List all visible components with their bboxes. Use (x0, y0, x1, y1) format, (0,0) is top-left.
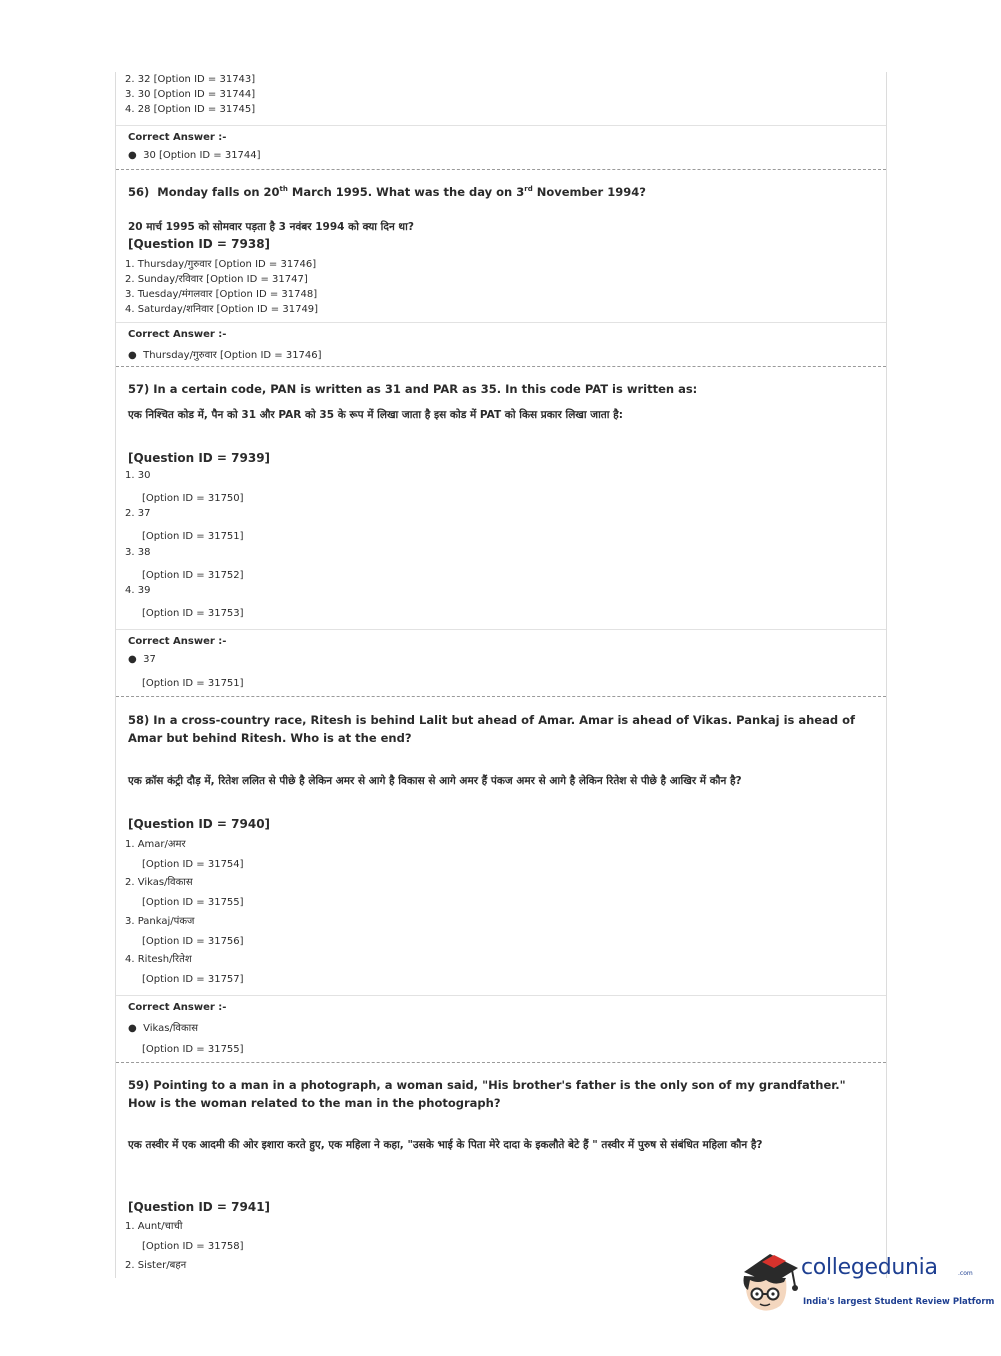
correct-answer-label: Correct Answer :- (128, 132, 227, 143)
correct-answer-label: Correct Answer :- (128, 636, 227, 647)
correct-option-id: [Option ID = 31755] (142, 1044, 244, 1055)
question-text-hindi: एक क्रॉस कंट्री दौड़ में, रितेश ललित से पीछे है लेकिन अमर से आगे है विकास से आगे अमर हैं पंकज अमर से आगे है लेकिन रितेश से पीछे है आखिर में कौन है? (128, 775, 742, 787)
option-item: 3. 30 [Option ID = 31744] (125, 89, 256, 100)
option-item: 4. 28 [Option ID = 31745] (125, 104, 256, 115)
correct-answer-value: ● Thursday/गुरुवार [Option ID = 31746] (128, 350, 322, 361)
section-divider (116, 995, 886, 996)
brand-tagline: India's largest Student Review Platform (803, 1297, 995, 1307)
mascot-icon (740, 1250, 802, 1314)
option-item: 2. 37 (125, 508, 151, 519)
option-item: 2. Sunday/रविवार [Option ID = 31747] (125, 274, 308, 285)
option-item: 1. Aunt/चाची (125, 1221, 183, 1232)
question-separator (116, 169, 886, 170)
option-id: [Option ID = 31755] (142, 897, 244, 908)
option-item: 4. Saturday/शनिवार [Option ID = 31749] (125, 304, 319, 315)
question-id: [Question ID = 7939] (128, 451, 271, 465)
question-separator (116, 696, 886, 697)
question-text-hindi: एक निश्चित कोड में, पैन को 31 और PAR को 35 के रूप में लिखा जाता है इस कोड में PAT को किस प्रकार लिखा जाता है: (128, 409, 623, 421)
option-id: [Option ID = 31752] (142, 570, 244, 581)
option-id: [Option ID = 31754] (142, 859, 244, 870)
option-item: 3. Pankaj/पंकज (125, 916, 195, 927)
brand-name: collegedunia (801, 1255, 938, 1280)
option-item: 1. Amar/अमर (125, 839, 186, 850)
option-item: 1. 30 (125, 470, 151, 481)
correct-answer-value: ● 30 [Option ID = 31744] (128, 150, 261, 161)
option-item: 1. Thursday/गुरुवार [Option ID = 31746] (125, 259, 317, 270)
option-item: 2. 32 [Option ID = 31743] (125, 74, 256, 85)
question-text: 56) Monday falls on 20th March 1995. What was the day on 3rd November 1994? (128, 185, 646, 199)
question-separator (116, 366, 886, 367)
question-text-hindi: 20 मार्च 1995 को सोमवार पड़ता है 3 नवंबर 1994 को क्या दिन था? (128, 221, 414, 233)
option-id: [Option ID = 31757] (142, 974, 244, 985)
collegedunia-logo (740, 1248, 995, 1320)
option-item: 3. 38 (125, 547, 151, 558)
correct-answer-label: Correct Answer :- (128, 1002, 227, 1013)
question-separator (116, 1062, 886, 1063)
option-item: 4. 39 (125, 585, 151, 596)
question-text: 59) Pointing to a man in a photograph, a woman said, "His brother's father is the only son of my grandfather." How is the woman related to the man in the photograph? (128, 1078, 846, 1110)
question-id: [Question ID = 7940] (128, 817, 271, 831)
option-item: 4. Ritesh/रितेश (125, 954, 192, 965)
correct-answer-label: Correct Answer :- (128, 329, 227, 340)
option-item: 3. Tuesday/मंगलवार [Option ID = 31748] (125, 289, 318, 300)
correct-answer-value: ● 37 (128, 654, 156, 665)
brand-domain: .com (958, 1270, 973, 1277)
option-id: [Option ID = 31756] (142, 936, 244, 947)
section-divider (116, 629, 886, 630)
option-id: [Option ID = 31751] (142, 531, 244, 542)
question-paper-page (115, 72, 887, 1278)
question-text-hindi: एक तस्वीर में एक आदमी की ओर इशारा करते हुए, एक महिला ने कहा, "उसके भाई के पिता मेरे दादा के इकलौते बेटे हैं " तस्वीर में पुरुष से संबंधित महिला कौन है? (128, 1139, 763, 1151)
question-text: 57) In a certain code, PAN is written as 31 and PAR as 35. In this code PAT is written as: (128, 382, 698, 396)
option-item: 2. Sister/बहन (125, 1260, 187, 1271)
correct-answer-value: ● Vikas/विकास (128, 1023, 198, 1034)
question-id: [Question ID = 7938] (128, 237, 271, 251)
correct-option-id: [Option ID = 31751] (142, 678, 244, 689)
question-text: 58) In a cross-country race, Ritesh is behind Lalit but ahead of Amar. Amar is ahead of Vikas. Pankaj is ahead of Amar but behind Ritesh. Who is at the end? (128, 713, 856, 745)
section-divider (116, 322, 886, 323)
question-id: [Question ID = 7941] (128, 1200, 271, 1214)
option-id: [Option ID = 31750] (142, 493, 244, 504)
option-item: 2. Vikas/विकास (125, 877, 193, 888)
option-id: [Option ID = 31753] (142, 608, 244, 619)
option-id: [Option ID = 31758] (142, 1241, 244, 1252)
section-divider (116, 125, 886, 126)
